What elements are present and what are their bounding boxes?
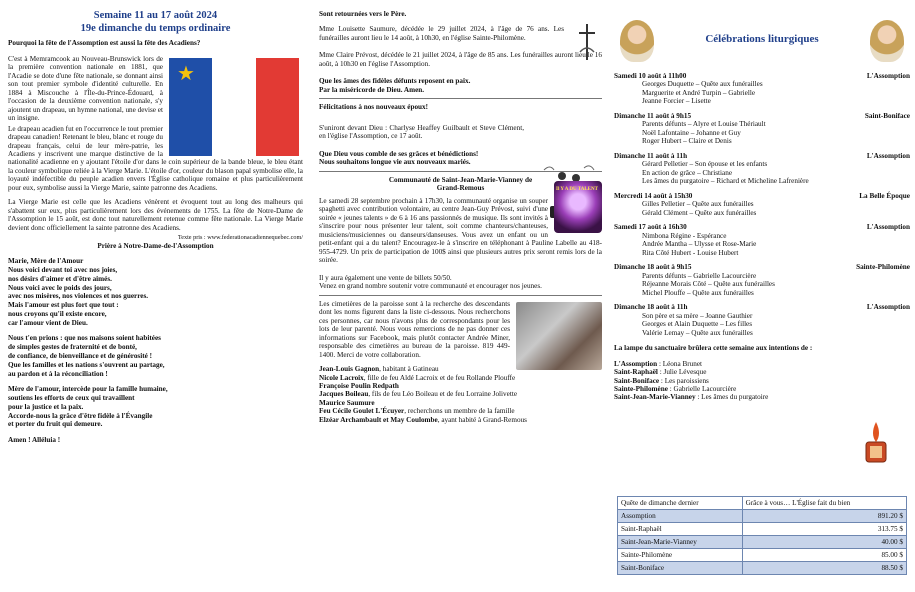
parish-cell: Saint-Boniface (618, 562, 743, 575)
column-liturgy (614, 0, 910, 592)
service-intention: Andrée Mantha – Ulysse et Rose-Marie (642, 240, 757, 249)
lamp-entry (614, 385, 910, 393)
divider (319, 295, 602, 296)
sanctuary-lamp-icon (858, 420, 894, 468)
prayer-line: de confiance, de bienveillance et de générosité ! (8, 351, 152, 360)
talent-show-image (554, 181, 602, 233)
service-day: Samedi 17 août à 16h30 (614, 223, 687, 232)
prayer-stanza-3 (8, 385, 303, 429)
collection-table (617, 496, 907, 575)
prayer-line: Nous t'en prions : que nos maisons soient habitées (8, 334, 161, 343)
deceased-2: Mme Claire Prévost, décédée le 21 juillet 2024, à l'âge de 85 ans. Les funérailles auront lieu le 16 août, à 10h30 en l'église l'Assomption. (319, 51, 602, 68)
table-row (618, 510, 907, 523)
service-intention: Michel Plouffe – Quête aux funérailles (642, 288, 754, 297)
prayer-stanza-2 (8, 334, 303, 378)
prayer-line: et porter du fruit qui demeure. (8, 420, 103, 429)
prayer-line: Marie, Mère de l'Amour (8, 257, 84, 266)
name-entry (319, 407, 602, 415)
service-intention: Gérard Pelletier – Son épouse et les enfants (642, 160, 768, 169)
parish-cell: Saint-Raphaël (618, 523, 743, 536)
service-block (614, 223, 910, 257)
service-day: Dimanche 11 août à 9h15 (614, 111, 692, 120)
community-title-1: Communauté de Saint-Jean-Marie-Vianney de (388, 175, 533, 184)
service-intention: Parents défunts – Alyre et Louise Thériault (642, 120, 766, 129)
table-header-collection: Quête de dimanche dernier (618, 497, 743, 510)
name-detail: , recherchons un membre de la famille (404, 407, 515, 416)
prayer-line: Accorde-nous la grâce d'être fidèle à l'Évangile (8, 411, 153, 420)
service-intention: En action de grâce – Christiane (642, 168, 733, 177)
rest-line-1: Que les âmes des fidèles défunts reposent en paix. (319, 77, 471, 86)
acadian-flag-image (169, 58, 299, 156)
service-place: Sainte-Philomène (856, 263, 910, 272)
cross-icon (574, 22, 600, 62)
service-intention: Roger Hubert – Claire et Denis (642, 137, 732, 146)
community-title-2: Grand-Remous (436, 184, 485, 193)
lamp-intention: : Les âmes du purgatoire (695, 393, 769, 402)
sunday-name: 19e dimanche du temps ordinaire (80, 22, 231, 34)
services-list (614, 72, 910, 337)
name-entry (319, 390, 602, 398)
lamp-entry (614, 368, 910, 376)
service-intention: Rita Côté Hubert - Louise Hubert (642, 248, 739, 257)
service-header (614, 192, 910, 200)
name-bold: Maurice Saumure (319, 398, 375, 407)
service-intention: Gilles Pelletier – Quête aux funérailles (642, 200, 754, 209)
acadian-p2: Le drapeau acadien fut en l'occurrence le tout premier drapeau canadien! Retenant le bleu, blanc et rouge du drapeau français, celui de leur mère-patrie, les Acadiens y inscrivent une marque distinctive de la nationalité acadienne en y ajoutant l'étoile d'or dans le coin supérieur de la bande bleue, le bleu étant la couleur symbolique reliée à la Vierge Marie. L'étoile d'or, couleur du blason papal symbolise elle, la loyauté indéfectible du peuple acadien envers l'Église catholique romaine et plus particulièrement pour eux, symbolise aussi la Vierge Marie, sainte patronne des Acadiens. (8, 124, 303, 192)
prayer-line: au pardon et à la réconciliation ! (8, 369, 108, 378)
lamp-title: La lampe du sanctuaire brûlera cette semaine aux intentions de : (614, 344, 813, 353)
lamp-parish: Saint-Raphaël (614, 368, 658, 377)
service-place: L'Assomption (866, 223, 910, 232)
service-block (614, 152, 910, 186)
deceased-1: Mme Louisette Saumure, décédée le 29 juillet 2024, à l'âge de 76 ans. Les funérailles auront lieu le 14 août, à 10h30, en l'église Sainte-Philomène. (319, 25, 564, 42)
service-place: L'Assomption (866, 71, 910, 80)
service-header (614, 303, 910, 311)
service-place: L'Assomption (866, 303, 910, 312)
service-place: L'Assomption (866, 151, 910, 160)
lamp-parish: Saint-Boniface (614, 376, 660, 385)
service-block (614, 112, 910, 146)
prayer-line: soutiens les efforts de ceux qui travaillent (8, 394, 135, 403)
amount-cell: 85.00 $ (742, 549, 906, 562)
service-intention: Nimbona Régine - Espérance (642, 231, 727, 240)
lamp-intention: : Léona Brunet (657, 359, 703, 368)
service-day: Dimanche 18 août à 9h15 (614, 263, 692, 272)
name-detail: , fille de feu Aldé Lacroix et de feu Rollande Plouffe (363, 373, 516, 382)
cemetery-text: Les cimetières de la paroisse sont à la recherche des descendants dont les noms figurent dans la liste ci-dessous. Nous recherchons ces personnes, car nous n'avons plus de correspondants pour les lots de leur parenté. Nous vous remercions de ne pas donner ces informations sur Facebook, mais plutôt contacter Andrée Miner, responsable des cimetières au bureau de la paroisse. 819 449-1400. Merci de votre collaboration. (319, 299, 510, 359)
service-header (614, 152, 910, 160)
prayer-line: Mais l'amour est plus fort que tout : (8, 301, 119, 310)
source-text: Texte pris : www.federationacadiennequebec.com/ (177, 234, 303, 242)
service-intention: Georges et Alain Duquette – Les filles (642, 320, 753, 329)
come-line: Venez en grand nombre soutenir votre communauté et encourager nos jeunes. (319, 282, 542, 291)
lamp-parish: L'Assomption (614, 359, 658, 368)
service-intention: Gérald Clément – Quête aux funérailles (642, 208, 757, 217)
name-entry (319, 382, 602, 390)
lamp-list (614, 360, 910, 402)
prayer-title: Prière à Notre-Dame-de-l'Assomption (97, 241, 214, 250)
service-intention: Réjeanne Morais Côté – Quête aux funérailles (642, 280, 775, 289)
service-day: Samedi 10 août à 11h00 (614, 71, 687, 80)
returned-title: Sont retournées vers le Père. (319, 10, 407, 18)
amount-cell: 40.00 $ (742, 536, 906, 549)
amount-cell: 88.50 $ (742, 562, 906, 575)
name-bold: Jean-Louis Gagnon (319, 365, 380, 374)
blessing-line-1: Que Dieu vous comble de ses grâces et bénédictions! (319, 149, 479, 158)
service-block (614, 192, 910, 217)
prayer-line: de simples gestes de fraternité et de bonté, (8, 343, 137, 352)
prayer-line: Que les familles et les nations s'ouvrent au partage, (8, 360, 165, 369)
angel-right-image (870, 20, 904, 62)
community-text: Le samedi 28 septembre prochain à 17h30, la communauté organise un souper spaghetti avec contribution volontaire, au centre Jean-Guy Prévost, suivi d'une soirée « jeunes talents » de 6 à 16 ans passionnés de musique. Ils sont invités à s'inscrire pour nous présenter leur talent, soit comme chanteurs/chanteuses, musiciens/musiciennes ou danseurs/danseuses. Vous avez un enfant ou un petit-enfant qui a du talent? Encouragez-le à s'inscrire en téléphonant à Pauline Labelle au 418-955-4729. Un prix de participation de 100$ ainsi que plusieurs autres prix seront remis lors de la soirée. (319, 196, 602, 265)
lamp-intention: : Les paroissiens (659, 376, 709, 385)
service-day: Mercredi 14 août à 15h30 (614, 191, 693, 200)
name-bold: Elzéar Archambault et May Coulombe (319, 415, 438, 424)
acadian-p3: La Vierge Marie est celle que les Acadiens vénèrent et évoquent tout au long des malheurs qui s'abattent sur eux, plus particulièrement lors des événements de 1755. La fête de Notre-Dame de l'Assomption le 15 août, est donc tout naturellement retenue comme fête nationale. La Vierge Marie devient donc officiellement la sainte patronne des Acadiens. (8, 198, 303, 232)
service-place: La Belle Époque (859, 191, 910, 200)
prayer-line: pour la justice et la paix. (8, 402, 84, 411)
prayer-line: avec nos misères, nos violences et nos guerres. (8, 292, 149, 301)
name-detail: , habitant à Gatineau (379, 365, 439, 374)
service-place: Saint-Boniface (864, 111, 910, 120)
service-intention: Parents défunts – Gabrielle Lacourcière (642, 271, 757, 280)
lamp-parish: Saint-Jean-Marie-Vianney (614, 393, 696, 402)
parish-cell: Saint-Jean-Marie-Vianney (618, 536, 743, 549)
service-block (614, 263, 910, 297)
name-detail: , fils de feu Léo Boileau et de feu Lorraine Jolivette (368, 390, 518, 399)
prayer-line: Nous voici devant toi avec nos joies, (8, 265, 118, 274)
names-list (319, 365, 602, 424)
lamp-intention: : Gabrielle Lacourcière (667, 384, 737, 393)
lamp-entry (614, 393, 910, 401)
service-header (614, 223, 910, 231)
prayer-line: car l'amour vient de Dieu. (8, 318, 88, 327)
parish-cell: Assomption (618, 510, 743, 523)
service-block (614, 72, 910, 106)
service-intention: Son père et sa mère – Joanne Gauthier (642, 311, 753, 320)
table-row (618, 549, 907, 562)
amount-cell: 891.20 $ (742, 510, 906, 523)
service-header (614, 263, 910, 271)
name-detail: , ayant habité à Grand-Remous (437, 415, 527, 424)
amen-line: Amen ! Alléluia ! (8, 436, 61, 445)
name-bold: Jacques Boileau (319, 390, 369, 399)
prayer-line: Mère de l'amour, intercède pour la famille humaine, (8, 385, 168, 394)
lamp-entry (614, 360, 910, 368)
service-day: Dimanche 11 août à 11h (614, 151, 688, 160)
service-header (614, 112, 910, 120)
name-bold: Nicole Lacroix (319, 373, 364, 382)
prayer-line: Nous voici avec le poids des jours, (8, 283, 112, 292)
week-dates: Semaine 11 au 17 août 2024 (93, 10, 218, 21)
gold-star-icon: ★ (177, 62, 195, 85)
service-intention: Valérie Lemay – Quête aux funérailles (642, 328, 753, 337)
angel-left-image (620, 20, 654, 62)
lamp-parish: Sainte-Philomène (614, 384, 668, 393)
prayer-line: nos désirs d'aimer et d'être aimés. (8, 274, 112, 283)
name-bold: Feu Cécile Goulet L'Écuyer (319, 407, 405, 416)
blessing-line-2: Nous souhaitons longue vie aux nouveaux mariés. (319, 158, 471, 167)
congrats-text: S'uniront devant Dieu : Charlyse Heaffey Guilbault et Steve Clément, en l'église l'Assomption, ce 17 août. (319, 123, 524, 141)
table-row (618, 562, 907, 575)
service-intention: Jeanne Forcier – Lisette (642, 97, 711, 106)
table-header-thanks: Grâce à vous… L'Église fait du bien (742, 497, 906, 510)
lamp-entry (614, 377, 910, 385)
congrats-title: Félicitations à nos nouveaux époux! (319, 103, 429, 112)
name-entry (319, 416, 602, 424)
acadian-heading: Pourquoi la fête de l'Assomption est aussi la fête des Acadiens? (8, 39, 201, 48)
lamp-intention: : Julie Lévesque (657, 368, 707, 377)
service-intention: Les âmes du purgatoire – Richard et Micheline Lafrenière (642, 177, 809, 186)
table-row (618, 536, 907, 549)
service-intention: Georges Duquette – Quête aux funérailles (642, 80, 763, 89)
liturgy-title: Célébrations liturgiques (705, 33, 819, 45)
divider (319, 98, 602, 99)
tickets-line: Il y aura également une vente de billets 50/50. (319, 273, 452, 282)
table-row (618, 523, 907, 536)
service-intention: Marguerite et André Turpin – Gabrielle (642, 88, 756, 97)
column-acadian-feast (8, 0, 303, 592)
service-day: Dimanche 18 août à 11h (614, 303, 688, 312)
prayer-line: nous croyons qu'il existe encore, (8, 309, 107, 318)
week-title (8, 10, 303, 35)
service-intention: Noël Lafontaine – Johanne et Guy (642, 128, 741, 137)
acadian-p1: C'est à Memramcook au Nouveau-Brunswick lors de la première convention nationale en 1881, que l'Acadie se dote d'une fête nationale, se donnant ainsi son tout premier symbole d'identité culturelle. En 1884 à Miscouche à l'Île-du-Prince-Édouard, à l'occasion de la deuxième convention nationale, s'y ajoutent un drapeau, un hymne national, une devise et un insigne. (8, 54, 163, 123)
amount-cell: 313.75 $ (742, 523, 906, 536)
column-announcements (319, 0, 602, 592)
prayer-stanza-1 (8, 257, 303, 327)
service-header (614, 72, 910, 80)
parish-cell: Sainte-Philomène (618, 549, 743, 562)
talent-image-label: Il Y A DU TALENT (556, 186, 598, 192)
name-bold: Françoise Poulin Redpath (319, 381, 399, 390)
service-block (614, 303, 910, 337)
cemetery-image (516, 302, 602, 370)
rest-line-2: Par la miséricorde de Dieu. Amen. (319, 85, 425, 94)
name-entry (319, 374, 602, 382)
